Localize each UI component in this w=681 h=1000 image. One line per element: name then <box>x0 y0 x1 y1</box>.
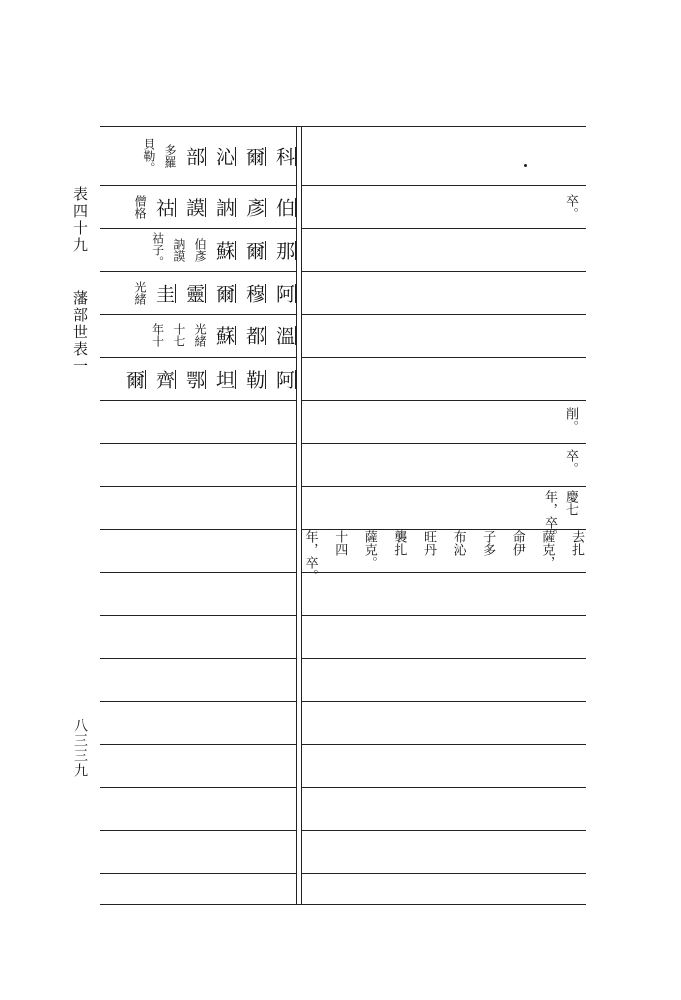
row-rule <box>302 658 586 659</box>
row-rule <box>302 443 586 444</box>
entry-column: 布沁 <box>450 530 466 556</box>
annotation: 十七 <box>171 323 186 347</box>
annotation: 伯彥 <box>193 238 207 262</box>
row-rule <box>302 271 586 272</box>
row-rule <box>302 744 586 745</box>
name-char: 部 <box>183 146 205 166</box>
left-row-1 <box>104 134 296 178</box>
name-char: 靈 <box>183 283 205 303</box>
left-row-5 <box>104 318 296 352</box>
annotation: 祜子。 <box>150 232 165 268</box>
row-rule <box>100 701 296 702</box>
name-char: 訥 <box>213 197 235 217</box>
annotation: 僧格 <box>133 195 147 219</box>
row-rule <box>100 615 296 616</box>
chapter-label: 表四十九 <box>71 186 89 254</box>
right-row-6: 削。 <box>563 407 578 433</box>
name-char: 那 <box>273 240 295 260</box>
name-char: 爾 <box>213 283 235 303</box>
row-rule <box>100 357 296 358</box>
annotation: 年十 <box>150 323 165 347</box>
row-rule <box>100 572 296 573</box>
name-char: 爾 <box>243 146 265 166</box>
row-rule <box>100 744 296 745</box>
row-rule <box>302 701 586 702</box>
row-rule <box>100 873 296 874</box>
row-rule <box>100 443 296 444</box>
row-rule <box>302 830 586 831</box>
row-rule <box>302 228 586 229</box>
entry-column: 薩克， <box>539 530 555 569</box>
row-rule <box>302 873 586 874</box>
column-divider <box>301 126 302 904</box>
entry-column: 命伊 <box>509 530 525 556</box>
right-row-9-entry <box>302 530 584 582</box>
row-rule <box>100 830 296 831</box>
row-rule <box>302 486 586 487</box>
name-char: 蘇 <box>213 240 235 260</box>
name-char: 科 <box>273 146 295 166</box>
name-char: 穆 <box>243 283 265 303</box>
row-rule <box>100 658 296 659</box>
annotation: 多羅 <box>163 144 177 168</box>
row-rule <box>100 787 296 788</box>
name-char: 阿 <box>273 369 295 389</box>
name-char: 伯 <box>273 197 295 217</box>
name-char: 爾 <box>123 369 145 389</box>
entry-column: 旺丹 <box>420 530 436 556</box>
page-number: 八三三九 <box>72 718 88 778</box>
row-rule <box>302 787 586 788</box>
left-row-4 <box>104 277 296 309</box>
left-row-2 <box>104 191 296 223</box>
annotation: 貝勒。 <box>141 138 156 174</box>
left-row-6 <box>104 363 296 395</box>
row-rule <box>100 486 296 487</box>
name-char: 祜 <box>153 197 175 217</box>
name-char: 鄂 <box>183 369 205 389</box>
annotation: 訥謨 <box>171 238 186 262</box>
entry-column: 十四 <box>332 530 348 556</box>
row-rule <box>100 400 296 401</box>
row-rule <box>302 615 586 616</box>
name-char: 溫 <box>273 325 295 345</box>
right-row-1: 卒。 <box>563 194 578 220</box>
right-row-7: 卒。 <box>563 449 578 475</box>
name-char: 勒 <box>243 369 265 389</box>
entry-column: 襲扎 <box>391 530 407 556</box>
name-char: 阿 <box>273 283 295 303</box>
entry-column: 子多 <box>480 530 496 556</box>
row-rule <box>302 357 586 358</box>
annotation: 光緒 <box>133 281 147 305</box>
row-rule <box>100 314 296 315</box>
name-char: 謨 <box>183 197 205 217</box>
row-rule <box>100 271 296 272</box>
table-top-rule <box>100 126 586 127</box>
name-char: 坦 <box>213 369 235 389</box>
ink-dot <box>524 164 527 167</box>
name-char: 彥 <box>243 197 265 217</box>
name-char: 都 <box>243 325 265 345</box>
annotation: 慶七 <box>563 490 578 516</box>
entry-column: 薩克。 <box>361 530 377 569</box>
row-rule <box>302 400 586 401</box>
row-rule <box>100 185 296 186</box>
row-rule <box>302 185 586 186</box>
column-divider <box>296 126 297 904</box>
table-bottom-rule <box>100 904 586 905</box>
name-char: 圭 <box>153 283 175 303</box>
name-char: 爾 <box>243 240 265 260</box>
name-char: 蘇 <box>213 325 235 345</box>
entry-column: 年，卒。 <box>302 530 318 582</box>
row-rule <box>100 529 296 530</box>
entry-column: 去扎 <box>568 530 584 556</box>
row-rule <box>100 228 296 229</box>
name-char: 沁 <box>213 146 235 166</box>
row-rule <box>302 314 586 315</box>
name-char: 齊 <box>153 369 175 389</box>
section-title: 藩部世表一 <box>71 290 89 375</box>
annotation: 年，卒。 <box>542 490 557 542</box>
annotation: 光緒 <box>193 323 207 347</box>
left-row-3 <box>104 233 296 267</box>
genealogy-table <box>100 126 586 906</box>
